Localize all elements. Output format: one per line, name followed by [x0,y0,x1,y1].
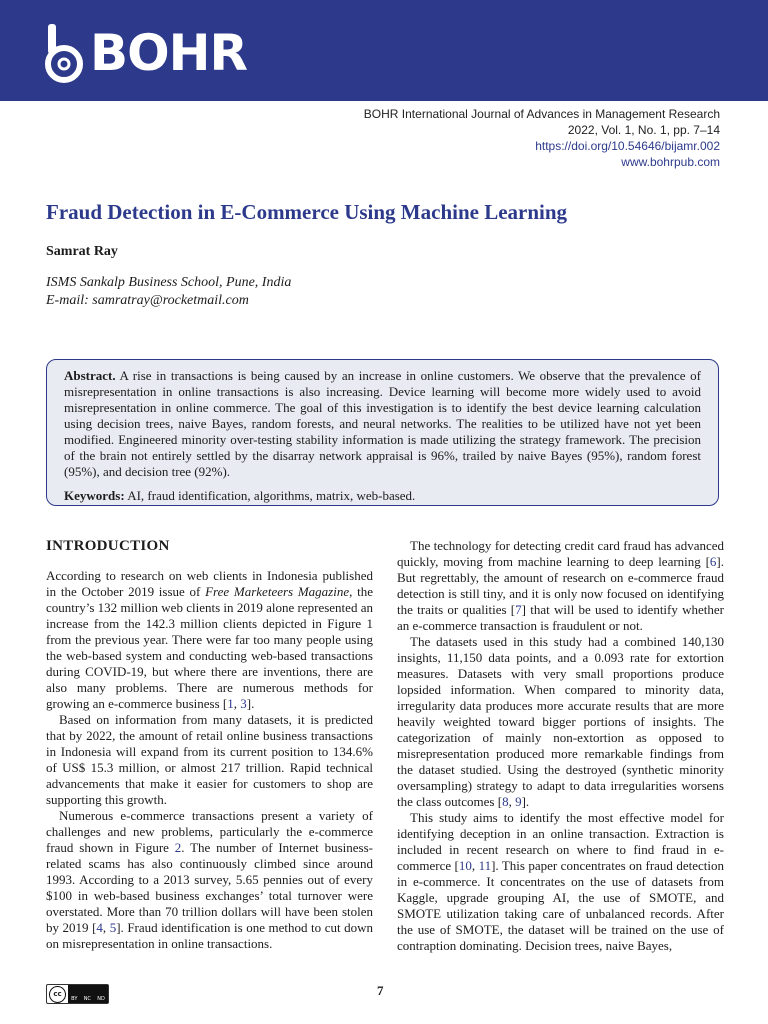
abstract-box [46,359,719,506]
intro-paragraph-5 [397,634,724,810]
left-column [46,538,373,952]
journal-name: BOHR International Journal of Advances in Management Research [363,107,720,121]
cc-license-badge[interactable] [46,984,109,1004]
page-number: 7 [377,983,384,998]
text-run: ] that will be used to identify whether an e-commerce transaction is fraudulent or not. [397,602,724,633]
abstract-label: Abstract. [64,368,116,383]
citation-link[interactable]: 5 [109,920,117,935]
text-run: ]. [521,794,530,809]
citation-link[interactable]: 4 [96,920,103,935]
author-email[interactable]: E-mail: samratray@rocketmail.com [46,293,249,308]
license-by: BY [71,996,78,1002]
citation-link[interactable]: 3 [240,696,247,711]
citation-link[interactable]: 9 [515,794,522,809]
license-nd: ND [97,996,105,1002]
abstract-paragraph [64,368,701,480]
text-run: Numerous e-commerce transactions present a variety of challenges and new problems, particularly the e-commerce fraud shown in Figure [46,808,373,855]
affiliation-text: ISMS Sankalp Business School, Pune, India [46,275,292,290]
intro-paragraph-1 [46,568,373,712]
creative-commons-icon: cc [49,986,66,1003]
text-run: According to research on web clients in Indonesia published in the October 2019 issue of [46,568,373,599]
author-affiliation [46,274,291,310]
license-terms [68,985,108,1003]
journal-info [364,106,720,170]
text-run: ]. Fraud identification is one method to cut down on misrepresentation in online transactions. [46,920,373,951]
text-run: ]. [246,696,255,711]
magazine-name: Free Marketeers Magazine [205,584,350,599]
text-run: This study aims to identify the most effective model for identifying deception in an online transaction. Extraction is included in recent research on where to find fraud in e-commerce [ [397,810,724,873]
intro-paragraph-6 [397,810,724,954]
intro-paragraph-3 [46,808,373,952]
text-run: . The number of Internet business-related scams has also continuously climbed since around 1993. According to a 2013 survey, 5.65 pennies out of every $100 in web-based business exchanges’ total turnover were overstated. More than 70 trillion dollars will have been stolen by 2019 [ [46,840,373,935]
text-run: , [233,696,241,711]
text-run: , [508,794,516,809]
text-run: The technology for detecting credit card fraud has advanced quickly, moving from machine learning to deep learning [ [397,538,724,569]
text-run: The datasets used in this study had a combined 140,130 insights, 11,150 data points, and a 0.093 rate for extortion measures. Datasets with very small proportions produce lopsided information. When compared to minority data, irregularity data produces more accurate results that are more heavily weighted toward bigger portions of insights. The categorization of mainly non-extortion as opposed to misrepresentation produced more remarkable findings from the dataset studied. Using the destroyed (synthetic minority oversampling) strategy to adapt to data irregularities worsens the class outcomes [ [397,634,724,809]
keywords-label: Keywords: [64,488,125,503]
abstract-text: A rise in transactions is being caused by an increase in online customers. We observe that the prevalence of misrepresentation in online transactions is also increasing. Device learning will become more widely used to avoid misrepresentation in online commerce. The goal of this investigation is to identify the best device learning calculation using decision trees, naive Bayes, random forests, and neural networks. The realities to be utilized have not yet been modified. Engineered minority over-testing stability information is made utilizing the strategy framework. The precision of the brain not entirely settled by the disarray network appraisal is 96%, trailed by naive Bayes (95%), random forest (95%), and decision tree (92%). [64,368,701,479]
license-nc: NC [83,996,91,1002]
citation-link[interactable]: 6 [709,554,717,569]
text-run: ]. But regrettably, the amount of research on e-commerce fraud detection is still tiny, and it is only now focused on identifying the traits or qualities [ [397,554,724,617]
keywords-text: AI, fraud identification, algorithms, matrix, web-based. [127,488,416,503]
citation-link[interactable]: 8 [502,794,509,809]
author-name: Samrat Ray [46,244,118,259]
text-run: ]. This paper concentrates on fraud detection in e-commerce. It concentrates on the use of datasets from Kaggle, upgrade grouping AI, the use of SMOTE, and SMOTE utilization taking care of unbalanced records. After the use of SMOTE, the dataset will be trained on the use of contraption dominating. Decision trees, naive Bayes, [397,858,724,953]
text-run: , [471,858,479,873]
text-run: , the country’s 132 million web clients in 2019 alone represented an increase from the 142.3 million clients depicted in Figure 1 from the previous year. There were far too many people using the web-based system and conducting web-based transactions during COVID-19, but where there are inventions, there are also many problems. There are numerous methods for growing an e-commerce business [ [46,584,373,711]
header-banner [0,0,768,101]
intro-paragraph-2: Based on information from many datasets, it is predicted that by 2022, the amount of retail online business transactions in Indonesia will expand from its current position to 134.6% of US$ 15.3 million, or almost 217 trillion. Rapid technical advancements that make it easier for customers to shop are supporting this growth. [46,712,373,807]
brand-name: BOHR [90,24,247,82]
brand-logo[interactable] [44,22,247,84]
keywords-paragraph [64,488,701,504]
citation-link[interactable]: 11 [478,858,492,873]
article-title: Fraud Detection in E-Commerce Using Machine Learning [46,200,568,224]
right-column [397,538,724,954]
citation-link[interactable]: 10 [458,858,472,873]
text-run: , [102,920,110,935]
citation-link[interactable]: 1 [227,696,234,711]
citation-link[interactable]: 7 [515,602,522,617]
intro-paragraph-4 [397,538,724,634]
section-heading-introduction: INTRODUCTION [46,538,170,554]
bohr-logo-icon [44,22,84,84]
doi-link[interactable]: https://doi.org/10.54646/bijamr.002 [535,139,720,153]
figure-link[interactable]: 2 [174,840,182,855]
journal-issue: 2022, Vol. 1, No. 1, pp. 7–14 [567,123,720,137]
website-link[interactable]: www.bohrpub.com [621,155,720,169]
